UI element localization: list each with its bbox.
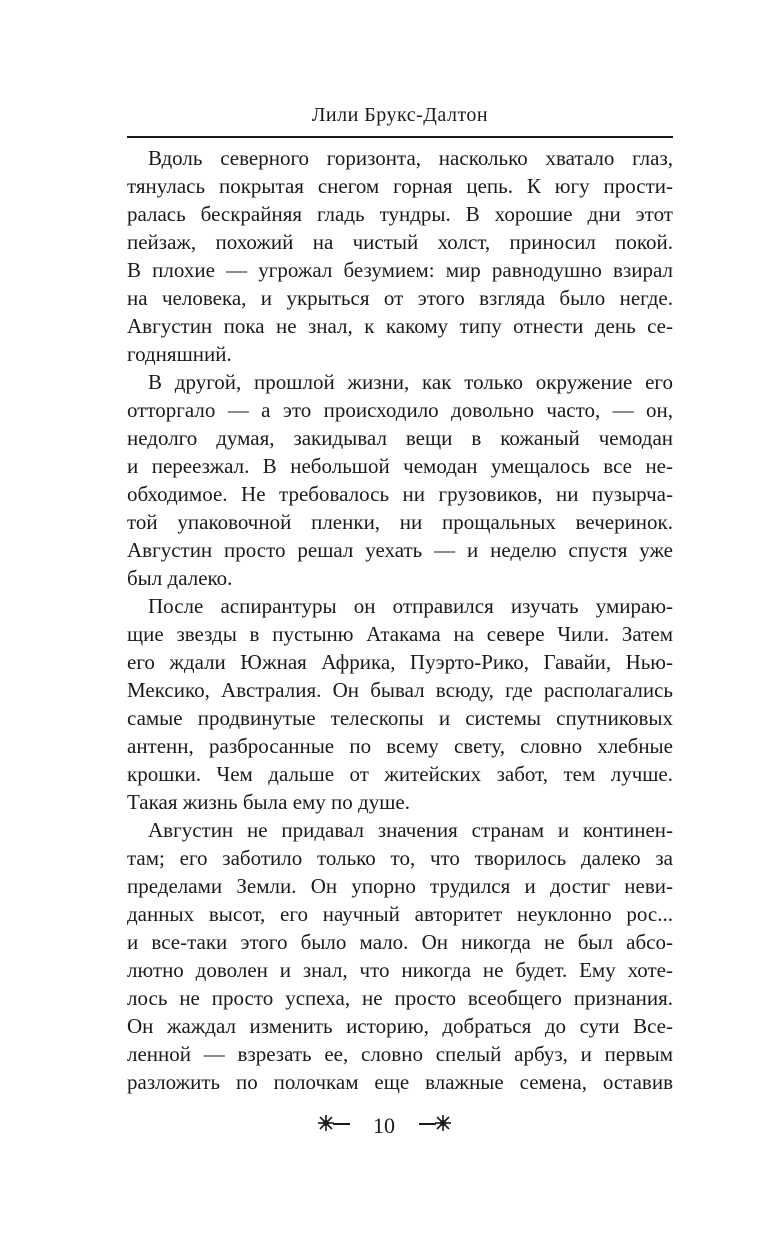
text-line: Августин пока не знал, к какому типу отнести день се-: [127, 314, 673, 338]
text-line: крошки. Чем дальше от житейских забот, тем лучше.: [127, 762, 673, 786]
running-header: Лили Брукс-Далтон: [311, 104, 489, 126]
text-line: годняшний.: [127, 342, 232, 366]
text-line: После аспирантуры он отправился изучать умираю-: [148, 594, 673, 618]
text-line: Августин просто решал уехать — и неделю спустя уже: [127, 538, 673, 562]
page-number: 10: [373, 1112, 395, 1138]
text-line: там; его заботило только то, что творилось далеко за: [127, 846, 673, 870]
text-line: В плохие — угрожал безумием: мир равнодушно взирал: [127, 258, 673, 282]
text-line: лютно доволен и знал, что никогда не будет. Ему хоте-: [127, 958, 673, 982]
right-ornament-icon: [417, 1112, 453, 1140]
text-line: пределами Земли. Он упорно трудился и достиг неви-: [127, 874, 673, 898]
text-line: Такая жизнь была ему по душе.: [127, 790, 410, 814]
text-line: на человека, и укрыться от этого взгляда было негде.: [127, 286, 673, 310]
text-line: данных высот, его научный авторитет неуклонно рос...: [127, 902, 673, 926]
text-line: тянулась покрытая снегом горная цепь. К югу прости-: [127, 174, 673, 198]
text-line: разложить по полочкам еще влажные семена, оставив: [127, 1070, 673, 1094]
text-line: самые продвинутые телескопы и системы спутниковых: [127, 706, 673, 730]
text-line: ленной — взрезать ее, словно спелый арбуз, и первым: [127, 1042, 673, 1066]
page-footer: [0, 1110, 768, 1138]
text-line: Мексико, Австралия. Он бывал всюду, где располагались: [127, 678, 673, 702]
text-line: обходимое. Не требовалось ни грузовиков, ни пузырча-: [127, 482, 673, 506]
left-ornament-icon: [316, 1112, 352, 1140]
header-rule: [127, 136, 673, 138]
paragraph: [127, 368, 673, 592]
text-line: отторгало — а это происходило довольно часто, — он,: [127, 398, 673, 422]
text-line: лось не просто успеха, не просто всеобщего признания.: [127, 986, 673, 1010]
text-line: пейзаж, похожий на чистый холст, приносил покой.: [127, 230, 673, 254]
text-line: Августин не придавал значения странам и континен-: [148, 818, 673, 842]
text-line: В другой, прошлой жизни, как только окружение его: [148, 370, 673, 394]
text-line: и переезжал. В небольшой чемодан умещалось все не-: [127, 454, 673, 478]
text-line: антенн, разбросанные по всему свету, словно хлебные: [127, 734, 673, 758]
text-line: недолго думая, закидывал вещи в кожаный чемодан: [127, 426, 673, 450]
text-line: ралась бескрайняя гладь тундры. В хорошие дни этот: [127, 202, 673, 226]
body-text: [127, 144, 673, 1096]
text-line: Он жаждал изменить историю, добраться до сути Все-: [127, 1014, 673, 1038]
text-line: Вдоль северного горизонта, насколько хватало глаз,: [148, 146, 673, 170]
paragraph: [127, 592, 673, 816]
text-line: той упаковочной пленки, ни прощальных вечеринок.: [127, 510, 673, 534]
text-line: был далеко.: [127, 566, 233, 590]
text-line: и все-таки этого было мало. Он никогда не был абсо-: [127, 930, 673, 954]
text-line: его ждали Южная Африка, Пуэрто-Рико, Гавайи, Нью-: [127, 650, 673, 674]
paragraph: [127, 816, 673, 1096]
text-line: щие звезды в пустыню Атакама на севере Чили. Затем: [127, 622, 673, 646]
paragraph: [127, 144, 673, 368]
